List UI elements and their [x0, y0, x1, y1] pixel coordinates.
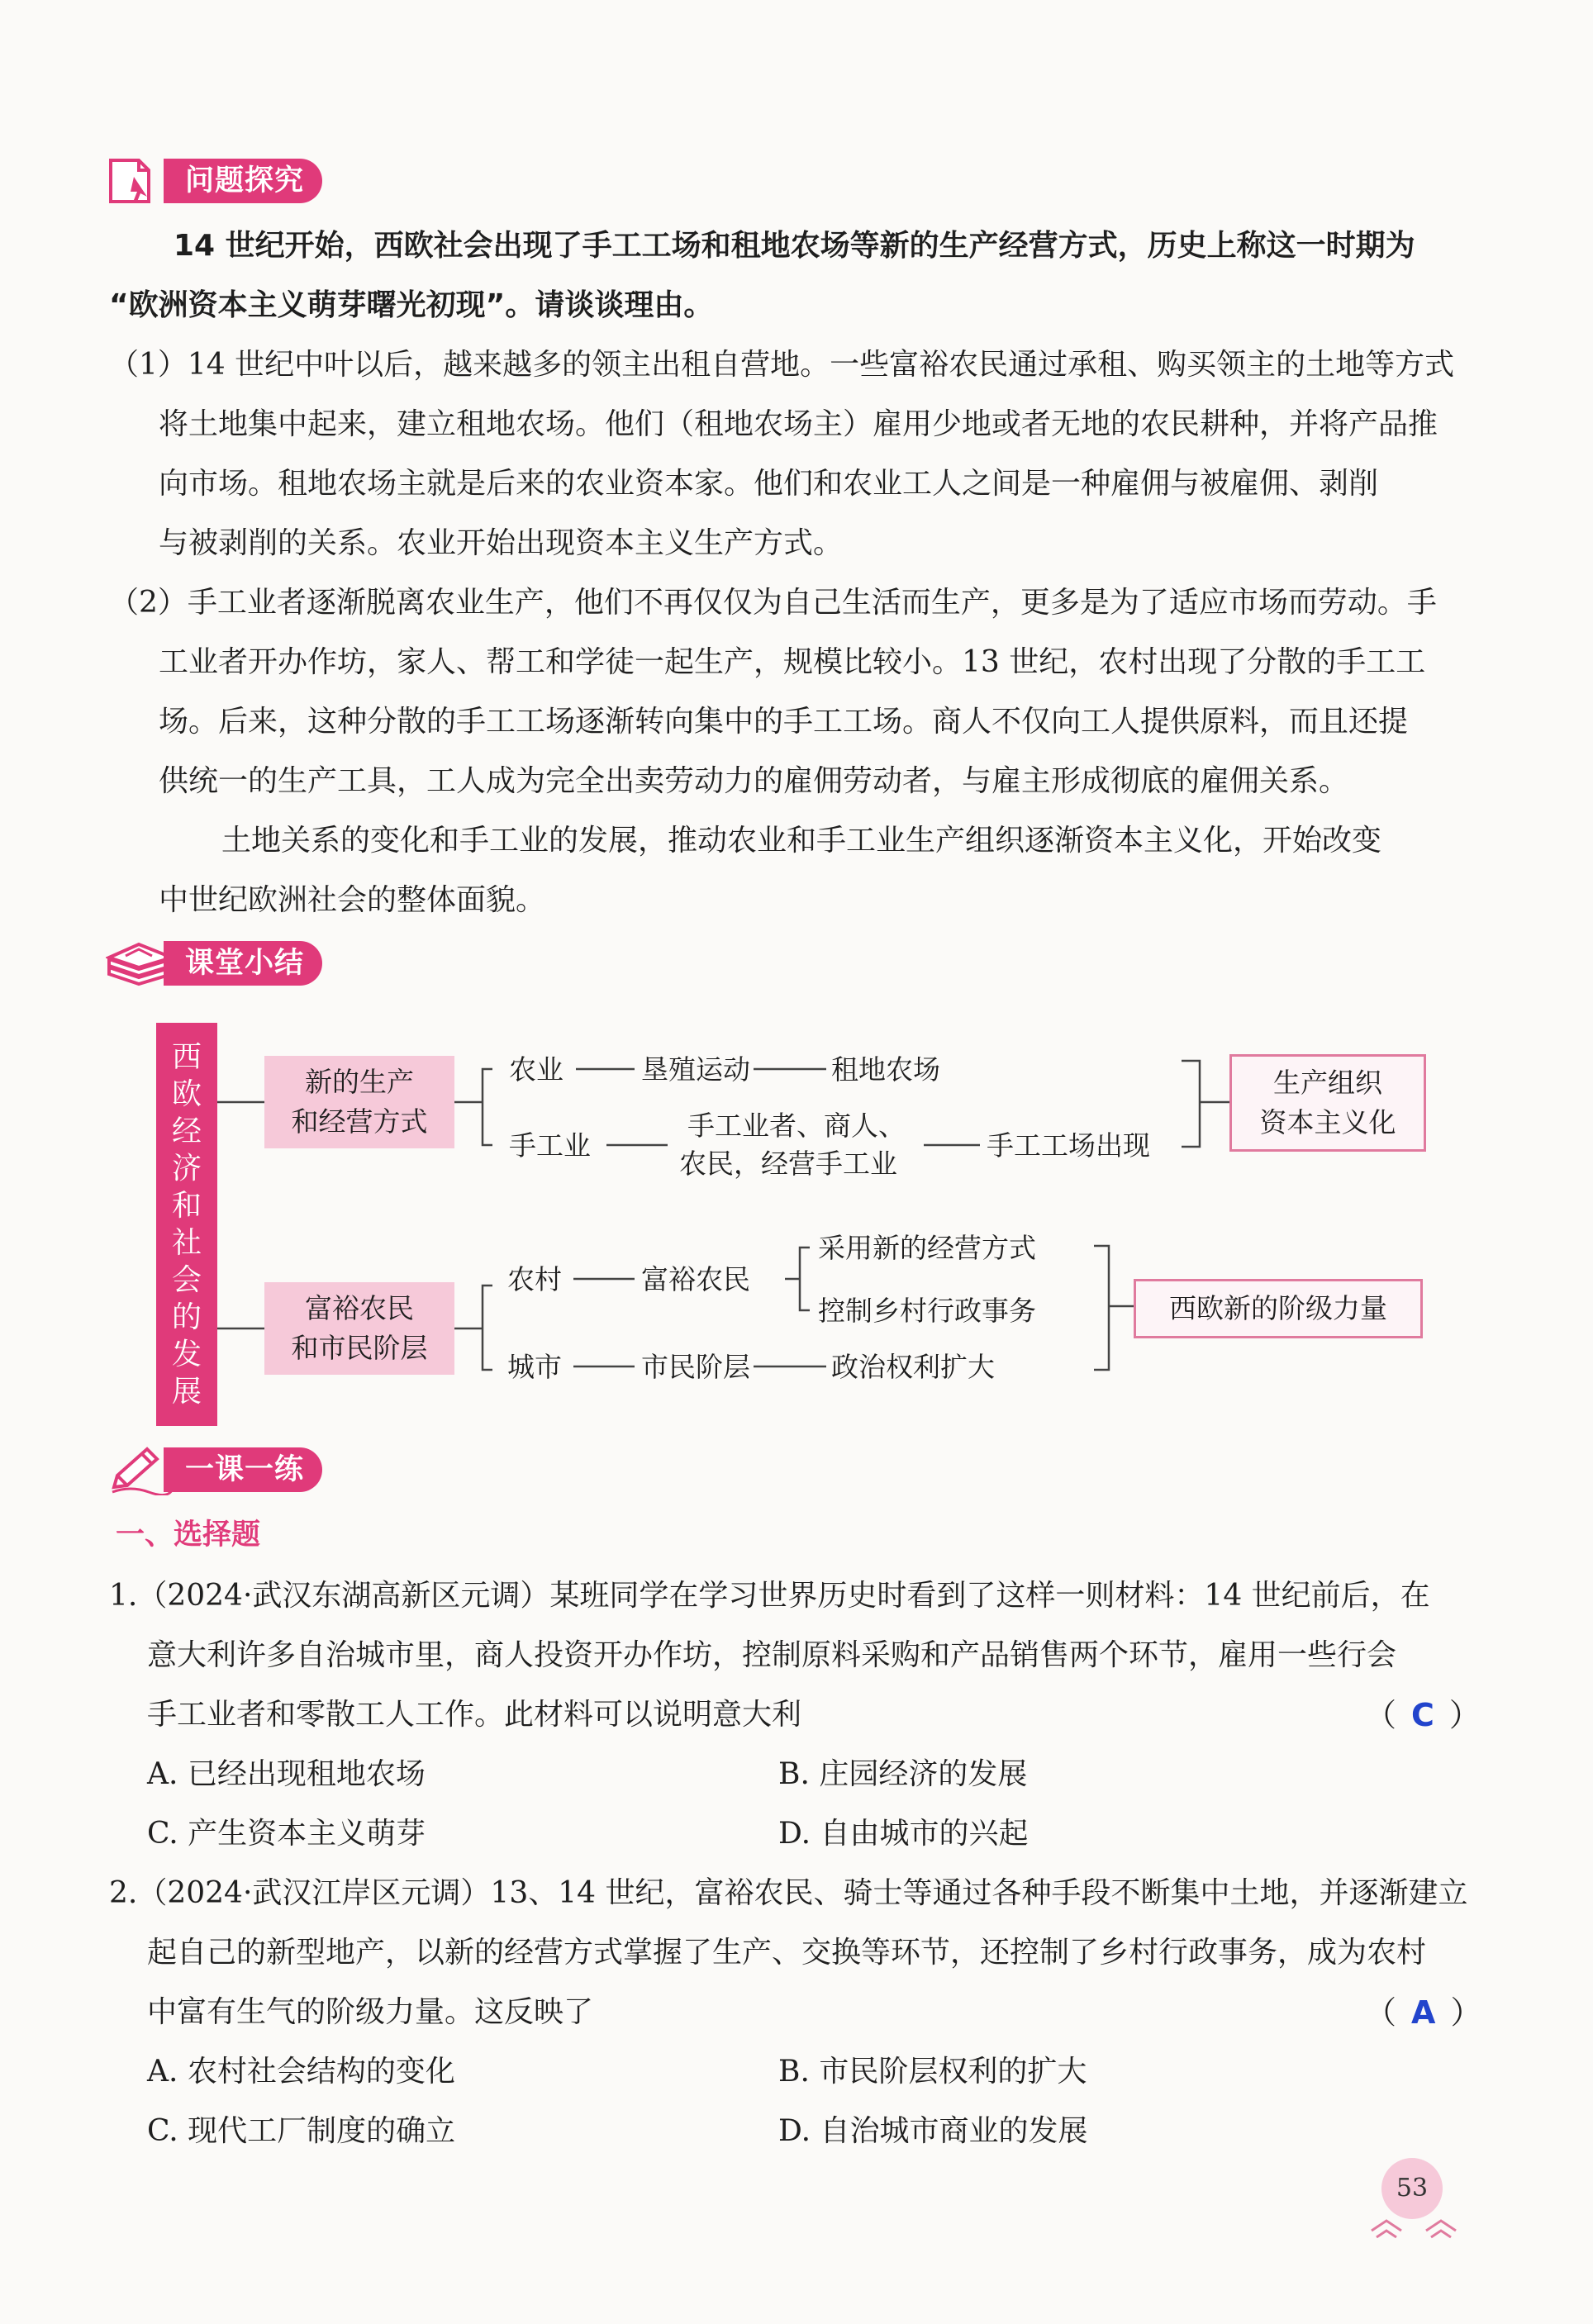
option-b: B. 庄园经济的发展	[778, 1757, 1028, 1791]
root-char: 西	[171, 1040, 202, 1074]
mindmap-reclamation: 垦殖运动	[641, 1053, 750, 1086]
mindmap-box-classes	[264, 1282, 454, 1375]
paragraph-line: （2）手工业者逐渐脱离农业生产，他们不再仅仅为自己生活而生产，更多是为了适应市场而劳动。手	[109, 586, 1437, 620]
box-line: 资本主义化	[1259, 1106, 1396, 1138]
root-char: 欧	[171, 1077, 202, 1111]
question-line: “欧洲资本主义萌芽曙光初现”。请谈谈理由。	[109, 288, 714, 322]
mindmap-new-methods: 采用新的经营方式	[818, 1232, 1036, 1264]
question-2-line: 中富有生气的阶级力量。这反映了	[147, 1995, 594, 2029]
option-c: C. 现代工厂制度的确立	[147, 2114, 456, 2148]
paragraph-line: （1）14 世纪中叶以后，越来越多的领主出租自营地。一些富裕农民通过承租、购买领主的土地等方式	[109, 348, 1455, 382]
question-2-line: 起自己的新型地产，以新的经营方式掌握了生产、交换等环节，还控制了乡村行政事务，成为农村	[147, 1936, 1427, 1970]
section-header-summary	[106, 938, 322, 989]
box-line: 生产组织	[1273, 1067, 1382, 1099]
mindmap-agriculture: 农业	[509, 1053, 563, 1086]
chevron-ornament-icon	[1368, 2209, 1459, 2239]
root-char: 发	[171, 1338, 202, 1371]
option-c: C. 产生资本主义萌芽	[147, 1817, 426, 1851]
box-line: 富裕农民	[305, 1292, 414, 1324]
mindmap-workshop: 手工工场出现	[987, 1129, 1150, 1162]
mindmap-lease-farm: 租地农场	[831, 1053, 940, 1086]
root-char: 济	[171, 1152, 202, 1186]
mindmap-handicraft: 手工业	[509, 1129, 591, 1162]
option-a: A. 已经出现租地农场	[147, 1757, 426, 1791]
mindmap-handicraft-people: 手工业者、商人、	[687, 1110, 906, 1142]
paren: （	[1365, 1697, 1397, 1733]
mindmap-burghers: 市民阶层	[641, 1351, 750, 1383]
mindmap-handicraft-people: 农民，经营手工业	[679, 1148, 897, 1180]
section-header-explore	[106, 155, 322, 207]
root-char: 和	[171, 1189, 202, 1223]
mindmap-control-admin: 控制乡村行政事务	[818, 1295, 1036, 1327]
mindmap-result-new-class	[1134, 1279, 1423, 1338]
mindmap-box-production	[264, 1056, 454, 1148]
answer-letter: C	[1411, 1697, 1434, 1733]
option-b: B. 市民阶层权利的扩大	[778, 2055, 1087, 2089]
mindmap-result-capitalization	[1229, 1054, 1426, 1152]
subsection-heading: 一、选择题	[116, 1518, 261, 1552]
option-d: D. 自由城市的兴起	[778, 1817, 1029, 1851]
question-1-line: 1.（2024·武汉东湖高新区元调）某班同学在学习世界历史时看到了这样一则材料：14 世纪前后，在	[109, 1579, 1430, 1613]
section-header-practice	[106, 1444, 322, 1495]
question-1-answer	[1365, 1685, 1481, 1745]
question-line: 14 世纪开始，西欧社会出现了手工工场和租地农场等新的生产经营方式，历史上称这一时期为	[174, 229, 1415, 263]
answer-letter: A	[1411, 1994, 1436, 2031]
paragraph-line: 中世纪欧洲社会的整体面貌。	[159, 883, 546, 917]
root-char: 经	[171, 1114, 202, 1148]
question-1-line: 意大利许多自治城市里，商人投资开办作坊，控制原料采购和产品销售两个环节，雇用一些行会	[147, 1638, 1397, 1672]
question-1-line: 手工业者和零散工人工作。此材料可以说明意大利	[147, 1698, 802, 1732]
root-char: 展	[171, 1375, 202, 1409]
paragraph-line: 工业者开办作坊，家人、帮工和学徒一起生产，规模比较小。13 世纪，农村出现了分散的手工工	[159, 645, 1426, 679]
section-title: 一课一练	[164, 1447, 322, 1492]
paragraph-line: 向市场。租地农场主就是后来的农业资本家。他们和农业工人之间是一种雇佣与被雇佣、剥削	[159, 467, 1379, 501]
mindmap-city: 城市	[507, 1351, 562, 1383]
paren: （	[1365, 1994, 1397, 2031]
paren: ）	[1448, 1697, 1481, 1733]
section-title: 问题探究	[164, 159, 322, 203]
page-number: 53	[1381, 2158, 1443, 2219]
option-d: D. 自治城市商业的发展	[778, 2114, 1088, 2148]
paragraph-line: 土地关系的变化和手工业的发展，推动农业和手工业生产组织逐渐资本主义化，开始改变	[221, 824, 1382, 858]
paren: ）	[1450, 1994, 1482, 2031]
paragraph-line: 将土地集中起来，建立租地农场。他们（租地农场主）雇用少地或者无地的农民耕种，并将产品推	[159, 407, 1438, 441]
mindmap-root	[156, 1023, 217, 1426]
box-line: 和市民阶层	[291, 1332, 428, 1364]
paragraph-line: 与被剥削的关系。农业开始出现资本主义生产方式。	[159, 526, 844, 560]
paragraph-line: 供统一的生产工具，工人成为完全出卖劳动力的雇佣劳动者，与雇主形成彻底的雇佣关系。	[159, 764, 1349, 798]
question-2-line: 2.（2024·武汉江岸区元调）13、14 世纪，富裕农民、骑士等通过各种手段不断集中土地，并逐渐建立	[109, 1876, 1468, 1910]
question-2-answer	[1365, 1983, 1481, 2042]
mindmap-rich-farmers: 富裕农民	[641, 1263, 750, 1295]
root-char: 会	[171, 1263, 202, 1297]
root-char: 社	[171, 1226, 202, 1260]
option-a: A. 农村社会结构的变化	[147, 2055, 455, 2089]
paragraph-line: 场。后来，这种分散的手工工场逐渐转向集中的手工工场。商人不仅向工人提供原料，而且还提	[159, 705, 1409, 739]
mindmap-political-rights: 政治权利扩大	[831, 1351, 995, 1383]
box-line: 西欧新的阶级力量	[1169, 1292, 1387, 1324]
box-line: 新的生产	[305, 1066, 414, 1098]
mindmap-village: 农村	[507, 1263, 562, 1295]
root-char: 的	[171, 1300, 202, 1334]
box-line: 和经营方式	[291, 1105, 428, 1138]
section-title: 课堂小结	[164, 941, 322, 986]
